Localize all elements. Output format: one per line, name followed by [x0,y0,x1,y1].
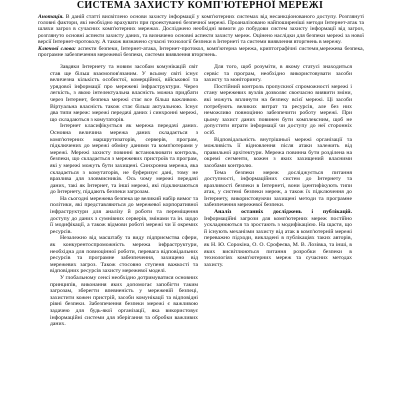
paragraph: Тема безпеки мереж досліджується питання доступності, інформаційних систем до Інтернету та вразливості безпеки в Інтернеті, вони ідентифікують типи атак, у системі безпеки мереж, а також їх підключення до Інтернету, використовуючи захищені методи та програмне забезпечення мережевої безпеки. [204,169,352,209]
keywords-line [38,46,364,58]
keywords-label: Ключові слова: [38,46,76,53]
paragraph: Відповідальність внутрішньої мережі організації та можливість її відновлення після атаки залежить від правильної архітектури. Мережа повинна бути розділена на окремі сегменти, кожен з яких захищений власними засобами контролю. [204,136,352,169]
keywords-text: аспекти безпеки, Інтернет-атака, Інтернет-протокол, комп'ютерна мережа, криптографічні системи,мережева безпека, програмне забезпечення мережевої безпеки, системи виявлення вторгнень. [38,46,364,59]
paper-title: СИСТЕМА ЗАХИСТУ КОМП'ЮТЕРНОЇ МЕРЕЖІ [76,0,324,11]
paragraph: У глобальному сенсі необхідно дотримуватися основних принципів, виконання яких допомогає запобігти таким загрозам, зберегти впевненість у мережевій безпеці, захистити кожен пристрій, засоби комунікації та відповідні рівні безпеки. Забезпечення безпеки мережі є важливою задачею для будь-якої організації, яка використовує інформаційні системи для зберігання та обробки важливих даних. [50,275,198,328]
section-heading: Аналіз останніх досліджень і публікацій. [214,209,352,216]
paragraph-text: Інформаційні загрози для комп'ютерних мереж постійно ускладнюються та зростають з модифікацією. На щастя, що й існують механізми захисту від атак в комп'ютерній мережі переважно підходи, викладені в публікаціях таких авторів, як Н. Ю. Сорокіна, О. О. Срофеєва, М. В. Лозівка, та інші, в яких висвітлюються питання розробки безпеки в технологіях комп'ютерних мереж та сучасних методах захисту. [204,215,352,268]
right-column [204,64,352,268]
paragraph: Постійний контроль пропускної спроможності мережі і стану мережевих вузлів дозволяє своєчасно виявити зміни, які можуть вплинути на безпеку всієї мережі. Ці засоби потребують великих витрат та ресурсів, але без них неможливо повноцінно забезпечити роботу мережі. При цьому захист даних повинен бути комплексним, щоб не допустити втрати інформації чи доступу до неї сторонніх осіб. [204,83,352,136]
paragraph: Для того, щоб розуміти, в якому статусі знаходиться сервіс та програм, необхідно використовувати засоби захисту та моніторингу. [204,64,352,84]
left-column [50,64,198,328]
abstract-label: Анотація. [38,14,64,20]
paragraph: Завдяки Інтернету та новим засобам комунікацій світ став ще більш взаємопов'язаним. У всьому світі існує величезна кількість особистої, комерційної, військової та урядової інформації про мережеві інфраструктури. Через легкість, з якою інтелектуальна власність можна придбати через Інтернет, безпека мережі стає все більш важливою. Віртуальна власність також стає більш актуальною. Існує два типи мереж: мережі передачі даних і синхронні мережі, що складаються з комутаторів. [50,64,198,123]
paragraph [204,209,352,268]
paragraph: Незалежно від масштабу та виду підприємства сфери, як конкурентоспроможність мережа інфраструктури, необхідна для повноцінної роботи, перевага відповідальних ресурсів та програмне забезпечення, захищено від мережевих загроз. Також стосовно ступеня важкості та відповідних ресурсів захисту мережевої моделі. [50,235,198,275]
abstract-text: В даній статті висвітлено основи захисту інформації у комп'ютерних системах від несанкціонованого доступу. Розглянуті головні фактори, які необхідно врахувати при проектуванні безпечної мережі. Проаналізовано найпоширеніші методи Інтернет-атак та шляхи загроз в сучасних комп'ютерних мережах. Досліджено необхідні вимоги до побудови систем захисту інформації від загроз, розглянуто основні аспекти захисту даних, та визначено основні аспекти захисту мереж. Оцінено наслідки для безпеки мережі за нової версії Інтернет-протоколу. А також визначено сучасні технології безпеки в Інтернеті та системи виявлення вторгнень в мережу. [38,14,364,45]
abstract-block [38,14,364,58]
paragraph: На сьогодні мережева безпека це великий набір вимог та політики, які представляються до мережевої корпоративної інфраструктури для аналізу й роботи та переміщення доступу до даних з сумнівних серверів, змінами та ін. щодо її модифікації, а також відмови роботі мережі чи її окремих ресурсів. [50,195,198,235]
paragraph: Інтернет класифікується як мережа передачі даних. Основна величина мережа даних складається з комп'ютерних маршрутизаторів, серверів, програм, підключених до мережі обміну даними та комп'ютерами у мережі. Мережі захисту повинні встановлювати контроль, безпеки, що складається з мережевих пристроїв та програм, які у мережі можуть бути захищені. Синхронна мережа, яка складається з комутаторів, не буферизує дані, тому не вразлива для зловмисників. Ось чому мережі передачі даних, такі як Інтернет, та інші мережі, які підключаються до Інтернету, піддають безпеки загрозам. [50,123,198,196]
